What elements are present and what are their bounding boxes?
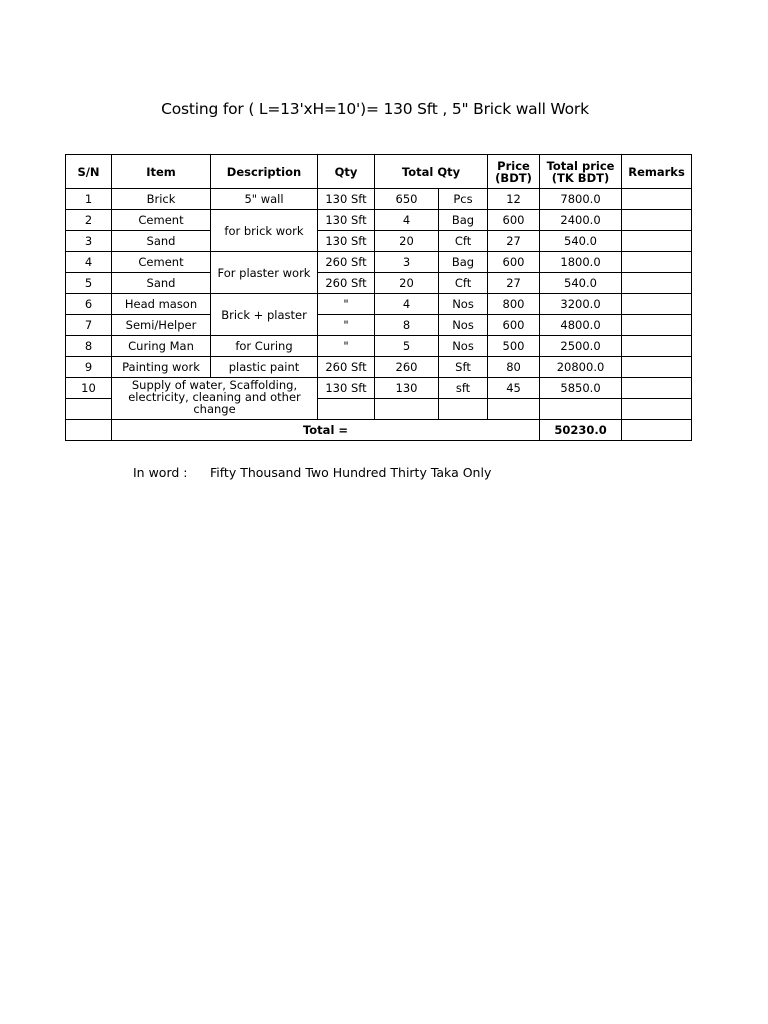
cell-unit: Nos: [439, 315, 488, 336]
cell-unit: Bag: [439, 210, 488, 231]
cell-description-merged: for brick work: [211, 210, 318, 252]
cell-item: Supply of water, Scaffolding, electricity, cleaning and other change: [112, 378, 318, 420]
header-price: Price (BDT): [488, 155, 540, 189]
cell-remarks: [622, 252, 692, 273]
cell-price: 27: [488, 231, 540, 252]
cell-item: Semi/Helper: [112, 315, 211, 336]
cell-remarks: [622, 357, 692, 378]
cell-description: plastic paint: [211, 357, 318, 378]
cell-total-qty: 20: [375, 273, 439, 294]
header-remarks: Remarks: [622, 155, 692, 189]
total-label: Total =: [112, 420, 540, 441]
grand-total: 50230.0: [540, 420, 622, 441]
cell-total-price: 3200.0: [540, 294, 622, 315]
cell-qty: 130 Sft: [318, 189, 375, 210]
cell-qty: ": [318, 315, 375, 336]
cell-remarks: [622, 210, 692, 231]
cell-empty: [622, 420, 692, 441]
table-row: [66, 210, 692, 231]
table-row: [66, 315, 692, 336]
costing-table: [65, 154, 692, 441]
cell-total-price: 2400.0: [540, 210, 622, 231]
cell-item: Painting work: [112, 357, 211, 378]
cell-price: 800: [488, 294, 540, 315]
cell-qty: ": [318, 294, 375, 315]
cell-item: Curing Man: [112, 336, 211, 357]
table-row: [66, 294, 692, 315]
cell-qty: 260 Sft: [318, 252, 375, 273]
cell-remarks: [622, 189, 692, 210]
cell-total-qty: 260: [375, 357, 439, 378]
cell-unit: sft: [439, 378, 488, 399]
cell-unit: Pcs: [439, 189, 488, 210]
cell-total-price: 20800.0: [540, 357, 622, 378]
header-item: Item: [112, 155, 211, 189]
cell-price: 600: [488, 252, 540, 273]
cell-item: Brick: [112, 189, 211, 210]
cell-total-price: 540.0: [540, 231, 622, 252]
cell-remarks: [622, 336, 692, 357]
cell-price: 27: [488, 273, 540, 294]
cell-empty: [66, 420, 112, 441]
cell-qty: 260 Sft: [318, 357, 375, 378]
cell-item: Head mason: [112, 294, 211, 315]
cell-qty: 130 Sft: [318, 378, 375, 399]
cell-qty: 130 Sft: [318, 231, 375, 252]
cell-price: 500: [488, 336, 540, 357]
cell-total-qty: 8: [375, 315, 439, 336]
in-word-value: Fifty Thousand Two Hundred Thirty Taka Only: [210, 465, 492, 480]
table-row: [66, 273, 692, 294]
cell-remarks: [622, 231, 692, 252]
cell-description: for Curing: [211, 336, 318, 357]
cell-total-price: 540.0: [540, 273, 622, 294]
header-total-price: Total price (TK BDT): [540, 155, 622, 189]
cell-sn: 3: [66, 231, 112, 252]
cell-total-qty: 3: [375, 252, 439, 273]
cell-unit: Cft: [439, 273, 488, 294]
cell-sn: 2: [66, 210, 112, 231]
cell-total-qty: 20: [375, 231, 439, 252]
cell-remarks: [622, 315, 692, 336]
cell-total-price: 2500.0: [540, 336, 622, 357]
cell-qty: 130 Sft: [318, 210, 375, 231]
cell-total-qty: 650: [375, 189, 439, 210]
table-row: [66, 378, 692, 399]
cell-price: 80: [488, 357, 540, 378]
table-row: [66, 231, 692, 252]
cell-description: 5" wall: [211, 189, 318, 210]
table-row: [66, 189, 692, 210]
cell-total-price: 7800.0: [540, 189, 622, 210]
cell-remarks: [622, 378, 692, 399]
cell-sn: 5: [66, 273, 112, 294]
cell-sn: 7: [66, 315, 112, 336]
document-title: Costing for ( L=13'xH=10')= 130 Sft , 5" Brick wall Work: [161, 100, 589, 118]
cell-item: Cement: [112, 210, 211, 231]
cell-unit: Nos: [439, 336, 488, 357]
total-row: [66, 420, 692, 441]
cell-empty: [439, 399, 488, 420]
cell-sn: 6: [66, 294, 112, 315]
cell-description-merged: Brick + plaster: [211, 294, 318, 336]
cell-sn: 8: [66, 336, 112, 357]
table-row: [66, 336, 692, 357]
table-row: [66, 252, 692, 273]
cell-total-price: 1800.0: [540, 252, 622, 273]
cell-unit: Bag: [439, 252, 488, 273]
cell-unit: Nos: [439, 294, 488, 315]
cell-sn: 1: [66, 189, 112, 210]
cell-item: Sand: [112, 231, 211, 252]
cell-price: 45: [488, 378, 540, 399]
header-description: Description: [211, 155, 318, 189]
cell-remarks: [622, 294, 692, 315]
cell-sn: 4: [66, 252, 112, 273]
cell-price: 600: [488, 315, 540, 336]
cell-item: Cement: [112, 252, 211, 273]
cell-total-qty: 130: [375, 378, 439, 399]
cell-qty: ": [318, 336, 375, 357]
cell-sn: 10: [66, 378, 112, 399]
cell-empty: [488, 399, 540, 420]
in-word-label: In word :: [133, 465, 188, 480]
cell-qty: 260 Sft: [318, 273, 375, 294]
cell-empty: [66, 399, 112, 420]
cell-empty: [375, 399, 439, 420]
cell-price: 600: [488, 210, 540, 231]
cell-description-merged: For plaster work: [211, 252, 318, 294]
cell-item: Sand: [112, 273, 211, 294]
header-total-qty: Total Qty: [375, 155, 488, 189]
cell-total-qty: 4: [375, 210, 439, 231]
cell-total-price: 4800.0: [540, 315, 622, 336]
cell-total-qty: 5: [375, 336, 439, 357]
cell-unit: Sft: [439, 357, 488, 378]
cell-sn: 9: [66, 357, 112, 378]
cell-empty: [318, 399, 375, 420]
table-row: [66, 357, 692, 378]
header-qty: Qty: [318, 155, 375, 189]
cell-total-price: 5850.0: [540, 378, 622, 399]
cell-empty: [540, 399, 622, 420]
cell-empty: [622, 399, 692, 420]
cell-remarks: [622, 273, 692, 294]
cell-total-qty: 4: [375, 294, 439, 315]
cell-unit: Cft: [439, 231, 488, 252]
header-sn: S/N: [66, 155, 112, 189]
header-row: [66, 155, 692, 189]
cell-price: 12: [488, 189, 540, 210]
